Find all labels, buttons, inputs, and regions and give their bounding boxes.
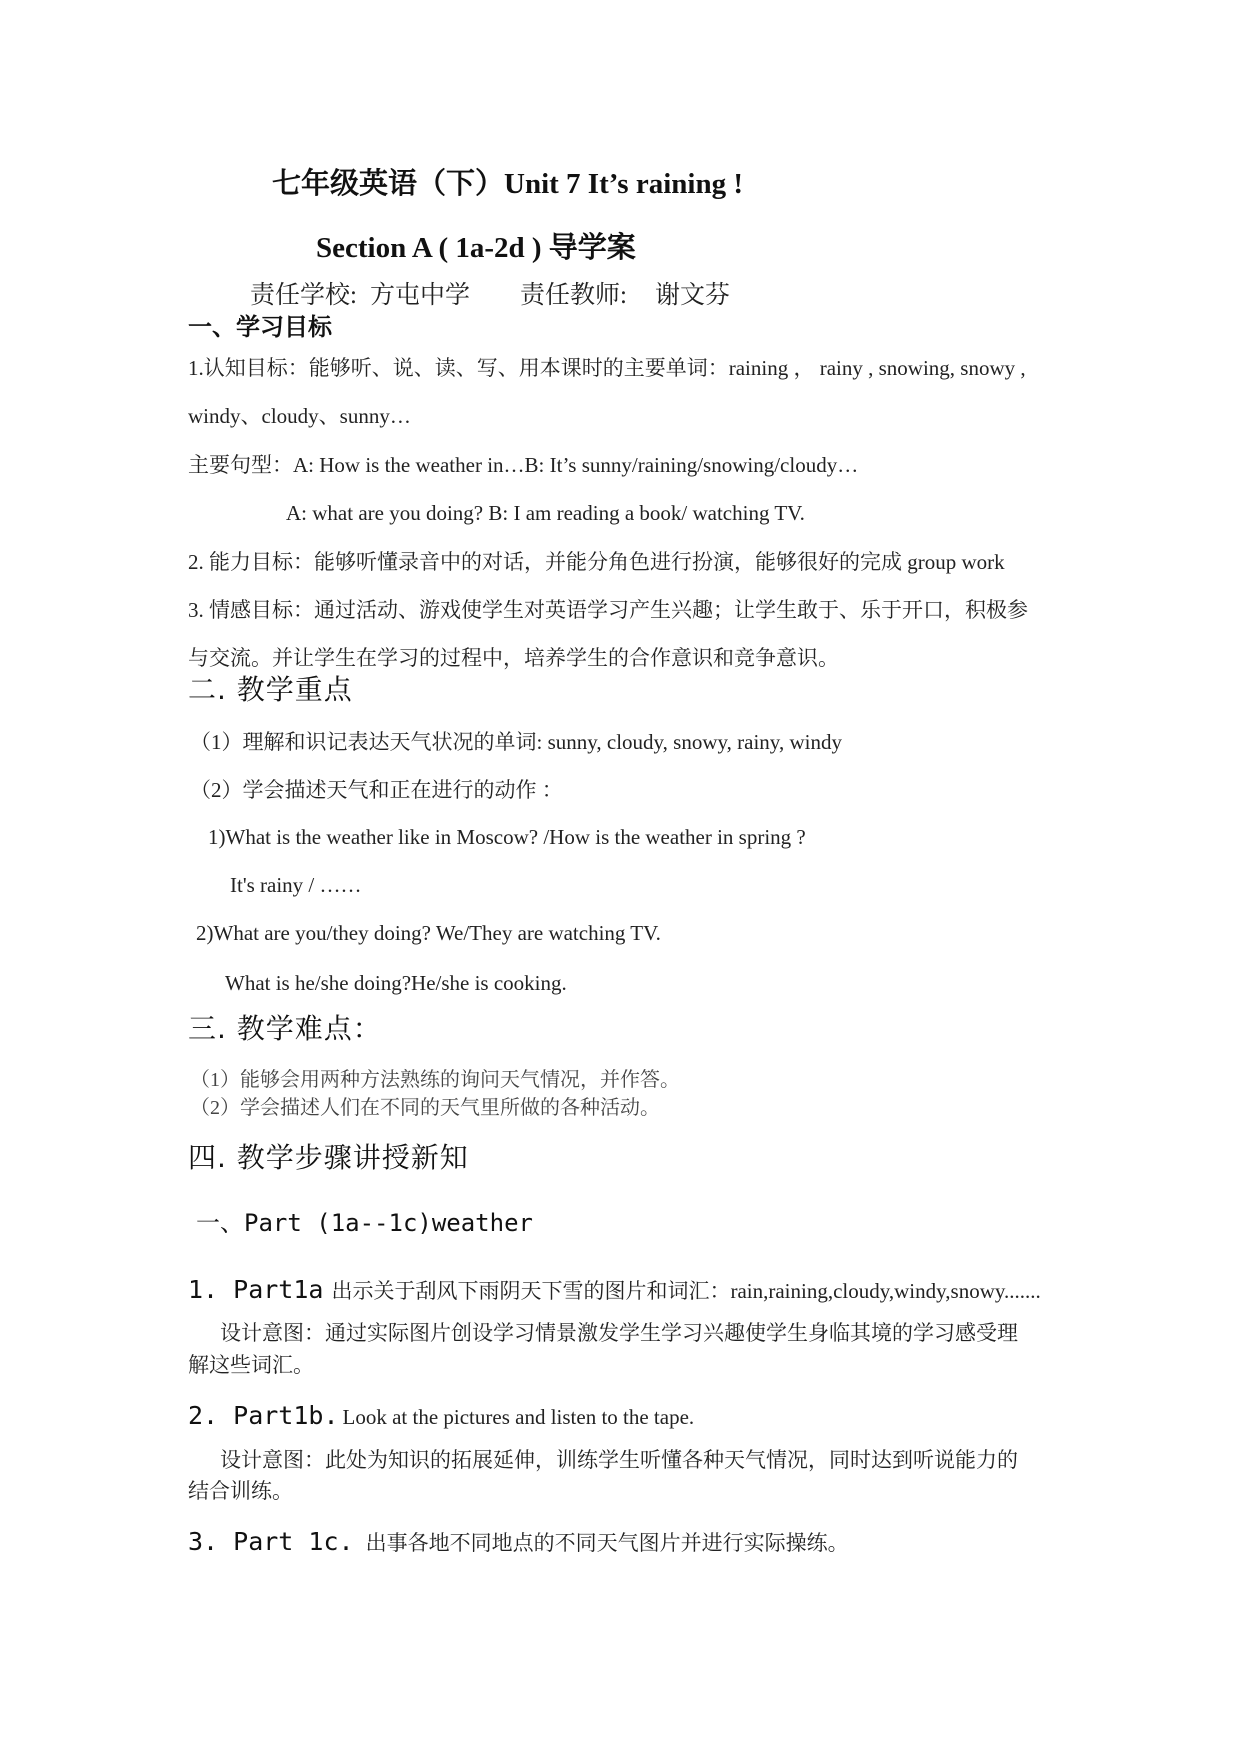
step-1-design: 设计意图：通过实际图片创设学习情景激发学生学习兴趣使学生身临其境的学习感受理 <box>220 1321 1018 1345</box>
doc-subtitle: Section A ( 1a-2d ) 导学案 <box>316 232 636 264</box>
objective-line: 与交流。并让学生在学习的过程中，培养学生的合作意识和竞争意识。 <box>188 646 839 670</box>
step-1-design-cont: 解这些词汇。 <box>188 1353 314 1377</box>
step-2 <box>188 1403 694 1428</box>
step-2-label: 2. Part1b. <box>188 1401 339 1430</box>
step-1-text: 出示关于刮风下雨阴天下雪的图片和词汇：rain,raining,cloudy,windy,snowy....... <box>331 1279 1041 1303</box>
key-point-line: （1）理解和识记表达天气状况的单词: sunny, cloudy, snowy, rainy, windy <box>190 730 842 754</box>
difficulty-line: （1）能够会用两种方法熟练的询问天气情况，并作答。 <box>190 1069 680 1091</box>
section-heading-steps: 四. 教学步骤讲授新知 <box>188 1141 469 1174</box>
step-2-design: 设计意图：此处为知识的拓展延伸，训练学生听懂各种天气情况，同时达到听说能力的 <box>220 1448 1018 1472</box>
section-heading-difficulties: 三. 教学难点： <box>188 1012 382 1045</box>
school-label: 责任学校: <box>250 282 357 309</box>
step-1-label: 1. Part1a <box>188 1275 324 1304</box>
section-heading-objectives: 一、学习目标 <box>188 315 332 341</box>
key-point-line: 2)What are you/they doing? We/They are watching TV. <box>196 921 661 945</box>
objective-line: 主要句型：A: How is the weather in…B: It’s sunny/raining/snowing/cloudy… <box>188 453 859 477</box>
objective-line: 3. 情感目标：通过活动、游戏使学生对英语学习产生兴趣；让学生敢于、乐于开口，积极参 <box>188 598 1028 622</box>
key-point-line: 1)What is the weather like in Moscow? /How is the weather in spring ? <box>208 825 806 849</box>
objective-line: 2. 能力目标：能够听懂录音中的对话，并能分角色进行扮演，能够很好的完成 group work <box>188 550 1005 574</box>
doc-title: 七年级英语（下）Unit 7 It’s raining ! <box>272 168 743 200</box>
step-1 <box>188 1277 1041 1302</box>
step-3-text: 出事各地不同地点的不同天气图片并进行实际操练。 <box>365 1531 849 1555</box>
difficulty-line: （2）学会描述人们在不同的天气里所做的各种活动。 <box>190 1097 660 1119</box>
part-heading: 一、Part (1a--1c)weather <box>196 1209 533 1237</box>
teacher-label: 责任教师: <box>520 282 627 309</box>
objective-line: A: what are you doing? B: I am reading a book/ watching TV. <box>286 501 805 525</box>
school-name: 方屯中学 <box>370 282 471 309</box>
teacher-name: 谢文芬 <box>655 282 731 309</box>
key-point-line: （2）学会描述天气和正在进行的动作 ： <box>190 778 563 802</box>
objective-line: 1.认知目标：能够听、说、读、写、用本课时的主要单词：raining ， rainy , snowing, snowy , <box>188 356 1026 380</box>
step-2-design-cont: 结合训练。 <box>188 1479 293 1503</box>
key-point-line: It's rainy / …… <box>230 873 362 897</box>
key-point-line: What is he/she doing?He/she is cooking. <box>225 971 567 995</box>
step-2-text: Look at the pictures and listen to the tape. <box>342 1405 695 1429</box>
section-heading-key-points: 二. 教学重点 <box>188 673 353 706</box>
step-3 <box>188 1529 849 1554</box>
step-3-label: 3. Part 1c. <box>188 1527 354 1556</box>
objective-line: windy、cloudy、sunny… <box>188 404 411 428</box>
